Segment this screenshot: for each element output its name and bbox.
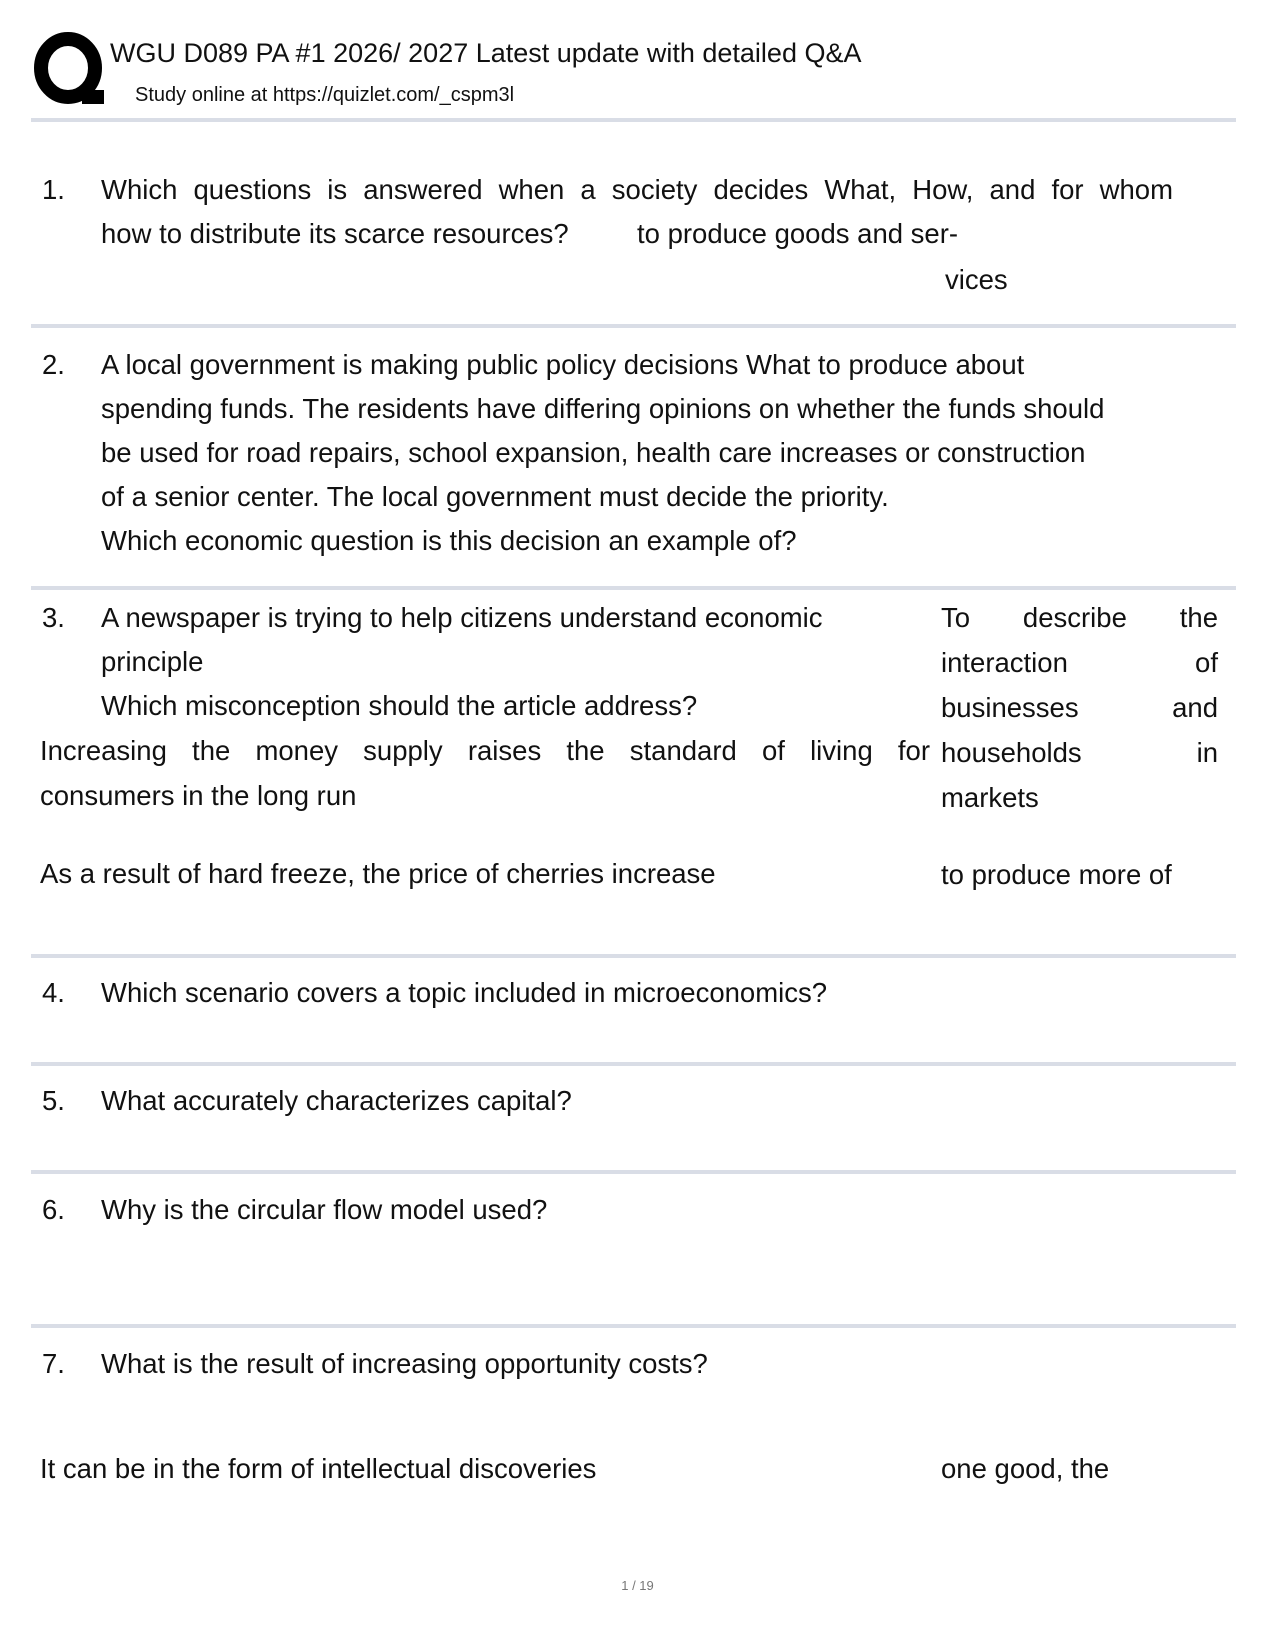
answer-text: interaction of — [941, 647, 1218, 678]
answer-text: It can be in the form of intellectual discoveries — [40, 1453, 597, 1484]
divider — [31, 1170, 1236, 1174]
divider — [31, 1324, 1236, 1328]
divider — [31, 118, 1236, 122]
page-number: 1 / 19 — [621, 1578, 654, 1593]
answer-text: to produce more of — [941, 859, 1172, 890]
study-online-link[interactable]: Study online at https://quizlet.com/_cspm3l — [135, 84, 515, 106]
divider — [31, 1062, 1236, 1066]
question-text: Which economic question is this decision an example of? — [101, 525, 797, 556]
question-text: Which questions is answered when a society decides What, How, and for whom — [101, 174, 1173, 205]
question-number: 2. — [42, 349, 65, 380]
question-number: 7. — [42, 1348, 65, 1379]
question-text: how to distribute its scarce resources? — [101, 218, 569, 249]
answer-text: vices — [945, 264, 1008, 295]
document-title: WGU D089 PA #1 2026/ 2027 Latest update with detailed Q&A — [110, 38, 862, 68]
question-text: of a senior center. The local government must decide the priority. — [101, 481, 889, 512]
answer-text: one good, the — [941, 1453, 1110, 1484]
answer-text: As a result of hard freeze, the price of cherries increase — [40, 858, 716, 889]
question-text: spending funds. The residents have differing opinions on whether the funds should — [101, 393, 1105, 424]
answer-text: To describe the — [941, 602, 1218, 633]
divider — [31, 954, 1236, 958]
question-text: A newspaper is trying to help citizens understand economic — [101, 602, 823, 633]
question-text: Which misconception should the article address? — [101, 690, 698, 721]
question-text: principle — [101, 646, 204, 677]
divider — [31, 586, 1236, 590]
answer-text: businesses and — [941, 692, 1218, 723]
divider — [31, 324, 1236, 328]
question-number: 1. — [42, 174, 65, 205]
answer-text: consumers in the long run — [40, 780, 357, 811]
question-text: A local government is making public policy decisions What to produce about — [101, 349, 1025, 380]
question-text: What accurately characterizes capital? — [101, 1085, 572, 1116]
question-number: 5. — [42, 1085, 65, 1116]
question-text: Which scenario covers a topic included in microeconomics? — [101, 977, 828, 1008]
question-text: What is the result of increasing opportunity costs? — [101, 1348, 708, 1379]
question-number: 6. — [42, 1194, 65, 1225]
question-text: Why is the circular flow model used? — [101, 1194, 548, 1225]
question-number: 3. — [42, 602, 65, 633]
question-text: be used for road repairs, school expansion, health care increases or construction — [101, 437, 1086, 468]
answer-text: markets — [941, 782, 1039, 813]
quizlet-logo-icon — [32, 32, 110, 110]
question-number: 4. — [42, 977, 65, 1008]
answer-text: to produce goods and ser- — [637, 218, 959, 249]
answer-text: Increasing the money supply raises the standard of living for — [40, 735, 930, 766]
answer-text: households in — [941, 737, 1218, 768]
